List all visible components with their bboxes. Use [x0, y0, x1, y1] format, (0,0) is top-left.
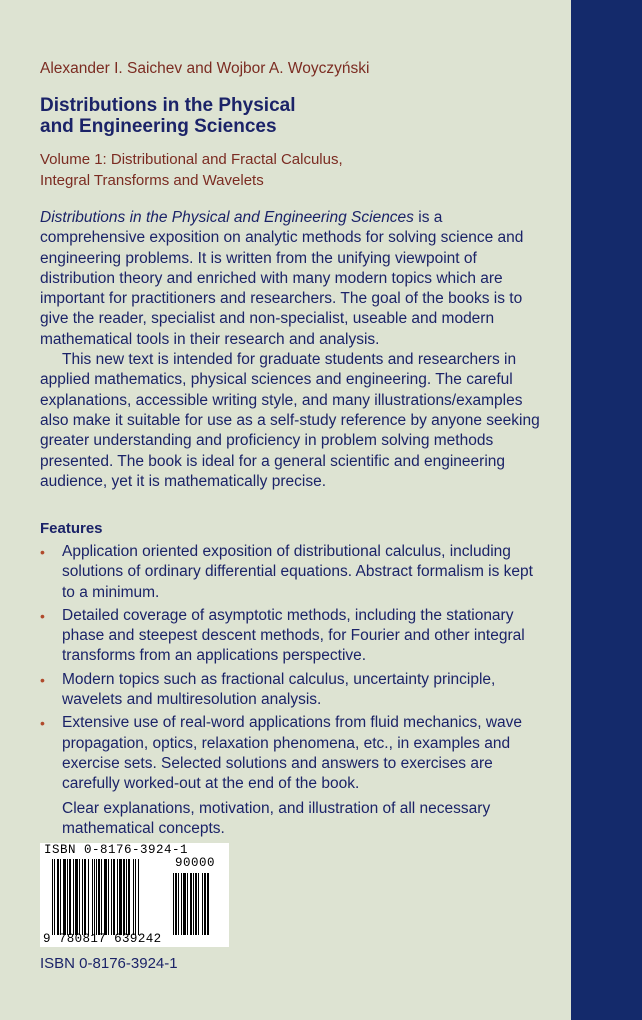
bullet-icon: • [40, 544, 45, 560]
feature-text: Extensive use of real-word applications from fluid mechanics, wave propagation, optics, relaxation phenomena, etc., in examples and exercise sets. Selected solutions and answers to exercises are carefully worked-out at the end of the book. [62, 714, 523, 793]
feature-item [40, 606, 550, 667]
barcode-bar [79, 859, 80, 935]
barcode-bar [193, 873, 194, 935]
barcode-bar [52, 859, 53, 935]
barcode-bar [75, 859, 78, 935]
barcode-bar [67, 859, 68, 935]
bullet-icon: • [40, 715, 45, 732]
barcode [40, 843, 229, 947]
barcode-bar [178, 873, 179, 935]
description [40, 208, 540, 492]
description-book-title: Distributions in the Physical and Engineering Sciences [40, 209, 414, 226]
bullet-icon: • [40, 607, 45, 624]
barcode-bar [183, 873, 186, 935]
barcode-bar [133, 859, 134, 935]
feature-item-extra [40, 799, 550, 840]
barcode-bar [94, 859, 95, 935]
description-paragraph-2: This new text is intended for graduate students and researchers in applied mathematics, physical sciences and engineering. The careful explanations, accessible writing style, and many illustrations/examples also make it suitable for use as a self-study reference by anyone seeking greater understanding and proficiency in problem solving methods presented. The book is ideal for a general scientific and engineering audience, yet it is mathematically precise. [40, 351, 540, 490]
barcode-bar [119, 859, 122, 935]
barcode-bar [98, 859, 100, 935]
barcode-bar [173, 873, 174, 935]
feature-text: Detailed coverage of asymptotic methods, including the stationary phase and steepest descent methods, for Fourier and other integral transforms from an applications perspective. [62, 606, 525, 665]
barcode-bar [69, 859, 71, 935]
barcode-bar [101, 859, 102, 935]
barcode-bar [104, 859, 107, 935]
feature-item [40, 542, 550, 603]
feature-text: Modern topics such as fractional calculus, uncertainty principle, wavelets and multiresolution analysis. [62, 670, 496, 709]
barcode-bar [84, 859, 86, 935]
features-heading: Features [40, 520, 103, 537]
barcode-bar [57, 859, 59, 935]
barcode-bar [190, 873, 192, 935]
spine-band [571, 0, 642, 1020]
bullet-icon: • [40, 671, 45, 688]
barcode-bar [138, 859, 139, 935]
book-title [40, 95, 296, 137]
description-paragraph-1 [40, 208, 540, 350]
barcode-main-bars [52, 859, 162, 935]
barcode-bar [175, 873, 177, 935]
volume-line-1: Volume 1: Distributional and Fractal Calculus, [40, 151, 343, 168]
barcode-bar [82, 859, 83, 935]
volume-subtitle [40, 150, 343, 191]
feature-item [40, 713, 550, 794]
feature-item [40, 670, 550, 711]
feature-text: Clear explanations, motivation, and illustration of all necessary mathematical concepts. [62, 799, 491, 837]
barcode-bar [181, 873, 182, 935]
barcode-bar [108, 859, 109, 935]
barcode-bar [96, 859, 97, 935]
barcode-bar [204, 873, 206, 935]
barcode-bar [198, 873, 199, 935]
barcode-bar [63, 859, 66, 935]
barcode-bar [123, 859, 125, 935]
barcode-bar [135, 859, 136, 935]
barcode-bar [88, 859, 89, 935]
barcode-addon-code: 90000 [175, 856, 216, 870]
barcode-bar [92, 859, 93, 935]
feature-text: Application oriented exposition of distributional calculus, including solutions of ordinary differential equations. Abstract formalism is kept to a minimum. [62, 543, 533, 601]
barcode-bar [113, 859, 115, 935]
barcode-addon-bars [173, 873, 225, 935]
barcode-bar [73, 859, 74, 935]
authors: Alexander I. Saichev and Wojbor A. Woyczyński [40, 60, 370, 77]
barcode-bar [187, 873, 188, 935]
barcode-bar [117, 859, 118, 935]
isbn-text: ISBN 0-8176-3924-1 [40, 955, 178, 972]
barcode-digits: 9 780817 639242 [43, 932, 162, 946]
barcode-bar [60, 859, 61, 935]
description-p1-text: is a comprehensive exposition on analytic methods for solving science and engineering problems. It is written from the unifying viewpoint of distribution theory and enriched with many modern topics which are important for practitioners and researchers. The goal of the books is to give the reader, specialist and non-specialist, useable and modern mathematical tools in their research and analysis. [40, 209, 524, 348]
barcode-bar [128, 859, 130, 935]
barcode-bar [195, 873, 197, 935]
features-list [40, 542, 550, 842]
title-line-1: Distributions in the Physical [40, 95, 296, 116]
barcode-bar [202, 873, 203, 935]
barcode-bar [111, 859, 112, 935]
barcode-isbn-label: ISBN 0-8176-3924-1 [44, 843, 189, 857]
barcode-bar [54, 859, 55, 935]
barcode-bar [126, 859, 127, 935]
barcode-bar [207, 873, 209, 935]
title-line-2: and Engineering Sciences [40, 116, 277, 137]
volume-line-2: Integral Transforms and Wavelets [40, 171, 264, 189]
